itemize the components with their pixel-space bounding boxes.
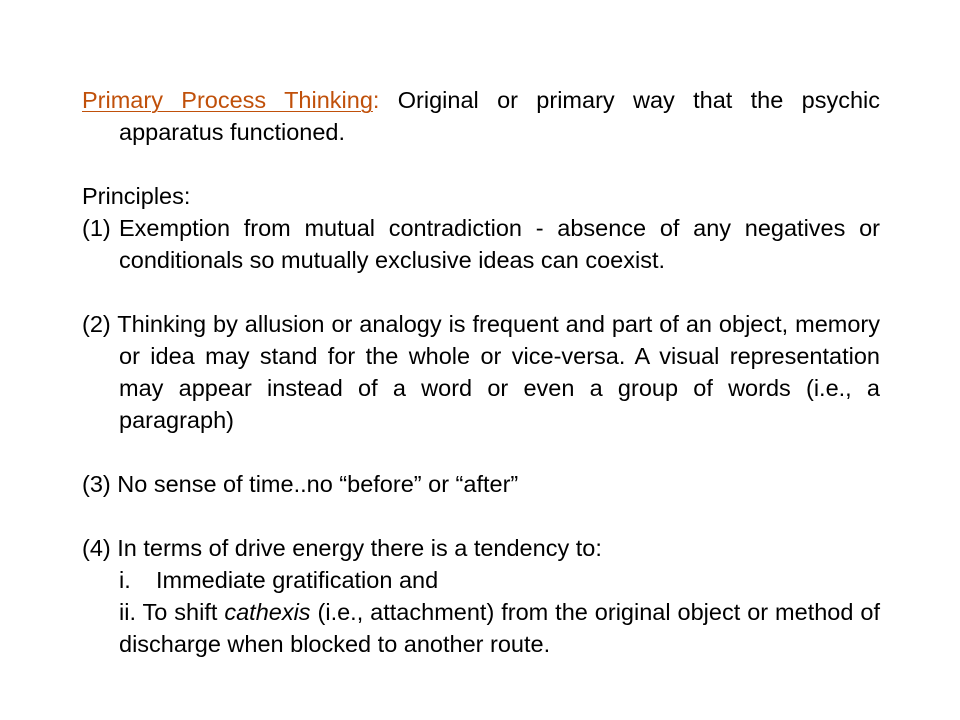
principle-4-item-i bbox=[82, 564, 880, 596]
item-ii-emphasis: cathexis bbox=[224, 599, 311, 625]
spacer bbox=[82, 148, 880, 180]
principle-2: (2) Thinking by allusion or analogy is frequent and part of an object, memory or idea may stand for the whole or vice-versa. A visual representation may appear instead of a word or even a group of words (i.e., a paragraph) bbox=[82, 311, 880, 433]
item-ii-suffix: (i.e., attachment) from the original object or method of discharge when blocked to another route. bbox=[119, 599, 880, 657]
principle-4-item-ii bbox=[82, 596, 880, 660]
principles-heading: Principles: bbox=[82, 183, 191, 209]
item-i-marker: i. bbox=[119, 567, 131, 593]
principle-1-number: (1) bbox=[82, 215, 111, 241]
principle-1-text: Exemption from mutual contradiction - absence of any negatives or conditionals so mutually exclusive ideas can coexist. bbox=[119, 215, 880, 273]
principle-4: (4) In terms of drive energy there is a tendency to: bbox=[82, 535, 602, 561]
principle-1 bbox=[82, 212, 880, 276]
item-i-text: Immediate gratification and bbox=[156, 567, 439, 593]
spacer bbox=[82, 276, 880, 308]
slide-content bbox=[82, 84, 880, 660]
definition-colon: : bbox=[372, 87, 380, 113]
definition-text: Original or primary way that the psychic apparatus functioned. bbox=[119, 87, 880, 145]
definition-term: Primary Process Thinking bbox=[82, 87, 373, 113]
spacer bbox=[82, 436, 880, 468]
definition-paragraph bbox=[82, 84, 880, 148]
spacer bbox=[82, 500, 880, 532]
item-ii-prefix: ii. To shift bbox=[119, 599, 225, 625]
principle-3: (3) No sense of time..no “before” or “after” bbox=[82, 471, 519, 497]
